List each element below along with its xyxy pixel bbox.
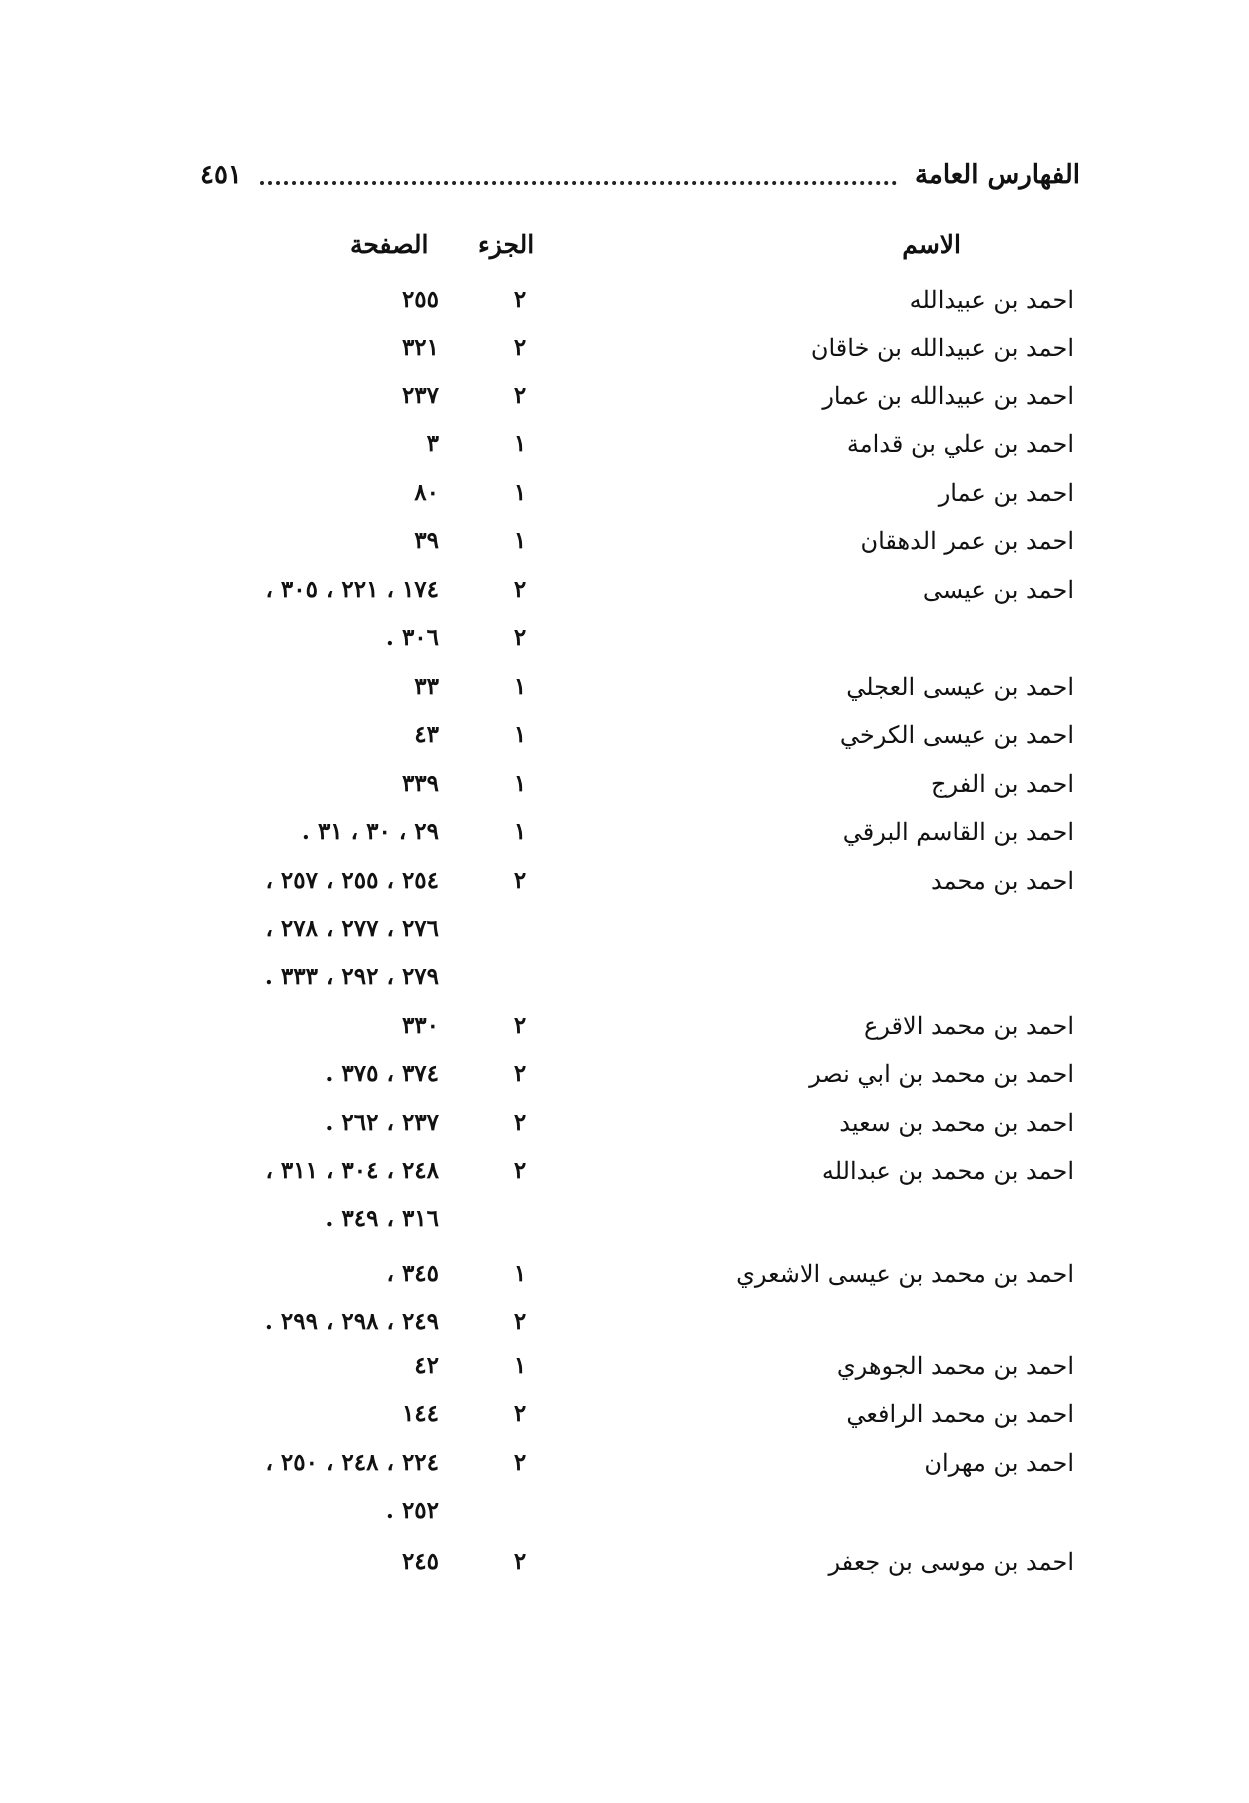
entry-pages: ٢٥٢ .: [385, 1497, 439, 1524]
entry-name: احمد بن محمد الاقرع: [863, 1012, 1074, 1040]
entry-name: احمد بن الفرج: [930, 770, 1074, 798]
entry-pages: ١٤٤: [401, 1400, 439, 1427]
index-row: [0, 715, 1249, 755]
column-header-page: الصفحة: [350, 230, 429, 259]
entry-part: ١: [513, 1352, 527, 1379]
entry-pages: ٣: [426, 430, 439, 457]
index-row: [0, 1054, 1249, 1094]
entry-pages: ٢٧٦ ، ٢٧٧ ، ٢٧٨ ،: [265, 915, 439, 942]
entry-part: ٢: [513, 382, 527, 409]
entry-name: احمد بن محمد بن عبدالله: [821, 1157, 1074, 1185]
entry-pages: ٢٤٥: [401, 1548, 439, 1575]
index-row: [0, 521, 1249, 561]
index-row: [0, 812, 1249, 852]
index-row: [0, 424, 1249, 464]
entry-pages: ٢٣٧: [401, 382, 439, 409]
entry-part: ٢: [513, 1308, 527, 1335]
running-title: الفهارس العامة: [914, 160, 1080, 190]
index-row: [0, 1394, 1249, 1434]
entry-part: ٢: [513, 1400, 527, 1427]
index-row: [0, 1199, 1249, 1239]
entry-pages: ٢٩ ، ٣٠ ، ٣١ .: [301, 818, 439, 845]
entry-name: احمد بن عمر الدهقان: [860, 527, 1074, 555]
entry-pages: ٣٣٠: [401, 1012, 439, 1039]
entry-part: ١: [513, 673, 527, 700]
entry-pages: ٤٢: [414, 1352, 439, 1379]
column-header-name: الاسم: [902, 230, 961, 259]
column-header-part: الجزء: [478, 230, 535, 259]
entry-name: احمد بن محمد بن سعيد: [839, 1109, 1074, 1137]
entry-pages: ٢٥٤ ، ٢٥٥ ، ٢٥٧ ،: [265, 867, 439, 894]
index-row: [0, 1542, 1249, 1582]
entry-part: ١: [513, 527, 527, 554]
entry-name: احمد بن محمد: [930, 867, 1074, 895]
index-row: [0, 1443, 1249, 1483]
entry-pages: ٣٧٤ ، ٣٧٥ .: [325, 1060, 439, 1087]
entry-name: احمد بن القاسم البرقي: [842, 818, 1074, 846]
entry-pages: ١٧٤ ، ٢٢١ ، ٣٠٥ ،: [265, 576, 439, 603]
index-row: [0, 909, 1249, 949]
entry-part: ٢: [513, 1109, 527, 1136]
index-row: [0, 1491, 1249, 1531]
index-row: [0, 667, 1249, 707]
entry-name: احمد بن عيسى: [922, 576, 1074, 604]
index-row: [0, 1302, 1249, 1342]
index-row: [0, 280, 1249, 320]
entry-name: احمد بن عبيدالله: [909, 286, 1074, 314]
entry-pages: ٣٩: [414, 527, 439, 554]
index-row: [0, 1254, 1249, 1294]
index-row: [0, 1346, 1249, 1386]
entry-pages: ٣٣: [414, 673, 439, 700]
entry-name: احمد بن محمد الرافعي: [846, 1400, 1074, 1428]
entry-part: ٢: [513, 576, 527, 603]
entry-pages: ٣٣٩: [401, 770, 439, 797]
page-number: ٤٥١: [200, 160, 242, 190]
entry-pages: ٣٠٦ .: [385, 624, 439, 651]
entry-name: احمد بن عيسى العجلي: [846, 673, 1074, 701]
entry-part: ٢: [513, 867, 527, 894]
entry-pages: ٣٤٥ ،: [386, 1260, 439, 1287]
entry-part: ١: [513, 770, 527, 797]
entry-pages: ٢٤٩ ، ٢٩٨ ، ٢٩٩ .: [264, 1308, 439, 1335]
entry-pages: ٢٣٧ ، ٢٦٢ .: [325, 1109, 439, 1136]
entry-part: ٢: [513, 1060, 527, 1087]
entry-part: ١: [513, 430, 527, 457]
entry-pages: ٢٤٨ ، ٣٠٤ ، ٣١١ ،: [265, 1157, 439, 1184]
index-row: [0, 376, 1249, 416]
entry-name: احمد بن علي بن قدامة: [846, 430, 1074, 458]
entry-part: ١: [513, 479, 527, 506]
entry-name: احمد بن مهران: [924, 1449, 1074, 1477]
entry-pages: ٤٣: [414, 721, 439, 748]
index-row: [0, 570, 1249, 610]
index-row: [0, 473, 1249, 513]
entry-name: احمد بن عبيدالله بن عمار: [822, 382, 1074, 410]
entry-part: ١: [513, 721, 527, 748]
entry-pages: ٣١٦ ، ٣٤٩ .: [325, 1205, 439, 1232]
page-header: [200, 150, 1080, 200]
index-row: [0, 957, 1249, 997]
entry-part: ١: [513, 818, 527, 845]
entry-part: ٢: [513, 334, 527, 361]
entry-name: احمد بن محمد بن ابي نصر: [809, 1060, 1074, 1088]
index-row: [0, 328, 1249, 368]
entry-part: ٢: [513, 1012, 527, 1039]
entry-pages: ٢٢٤ ، ٢٤٨ ، ٢٥٠ ،: [265, 1449, 439, 1476]
entry-pages: ٢٥٥: [401, 286, 439, 313]
entry-part: ٢: [513, 286, 527, 313]
entry-pages: ٣٢١: [401, 334, 439, 361]
entry-part: ٢: [513, 624, 527, 651]
index-row: [0, 1006, 1249, 1046]
index-row: [0, 764, 1249, 804]
entry-pages: ٨٠: [414, 479, 439, 506]
entry-part: ١: [513, 1260, 527, 1287]
index-row: [0, 618, 1249, 658]
entry-name: احمد بن عبيدالله بن خاقان: [810, 334, 1074, 362]
entry-name: احمد بن محمد بن عيسى الاشعري: [736, 1260, 1074, 1288]
entry-pages: ٢٧٩ ، ٢٩٢ ، ٣٣٣ .: [264, 963, 439, 990]
entry-part: ٢: [513, 1157, 527, 1184]
index-row: [0, 1151, 1249, 1191]
dot-leader: [260, 179, 897, 185]
index-row: [0, 861, 1249, 901]
entry-part: ٢: [513, 1548, 527, 1575]
entry-name: احمد بن عمار: [938, 479, 1074, 507]
entry-name: احمد بن محمد الجوهري: [836, 1352, 1074, 1380]
entry-part: ٢: [513, 1449, 527, 1476]
entry-name: احمد بن موسى بن جعفر: [828, 1548, 1074, 1576]
index-row: [0, 1103, 1249, 1143]
entry-name: احمد بن عيسى الكرخي: [839, 721, 1074, 749]
